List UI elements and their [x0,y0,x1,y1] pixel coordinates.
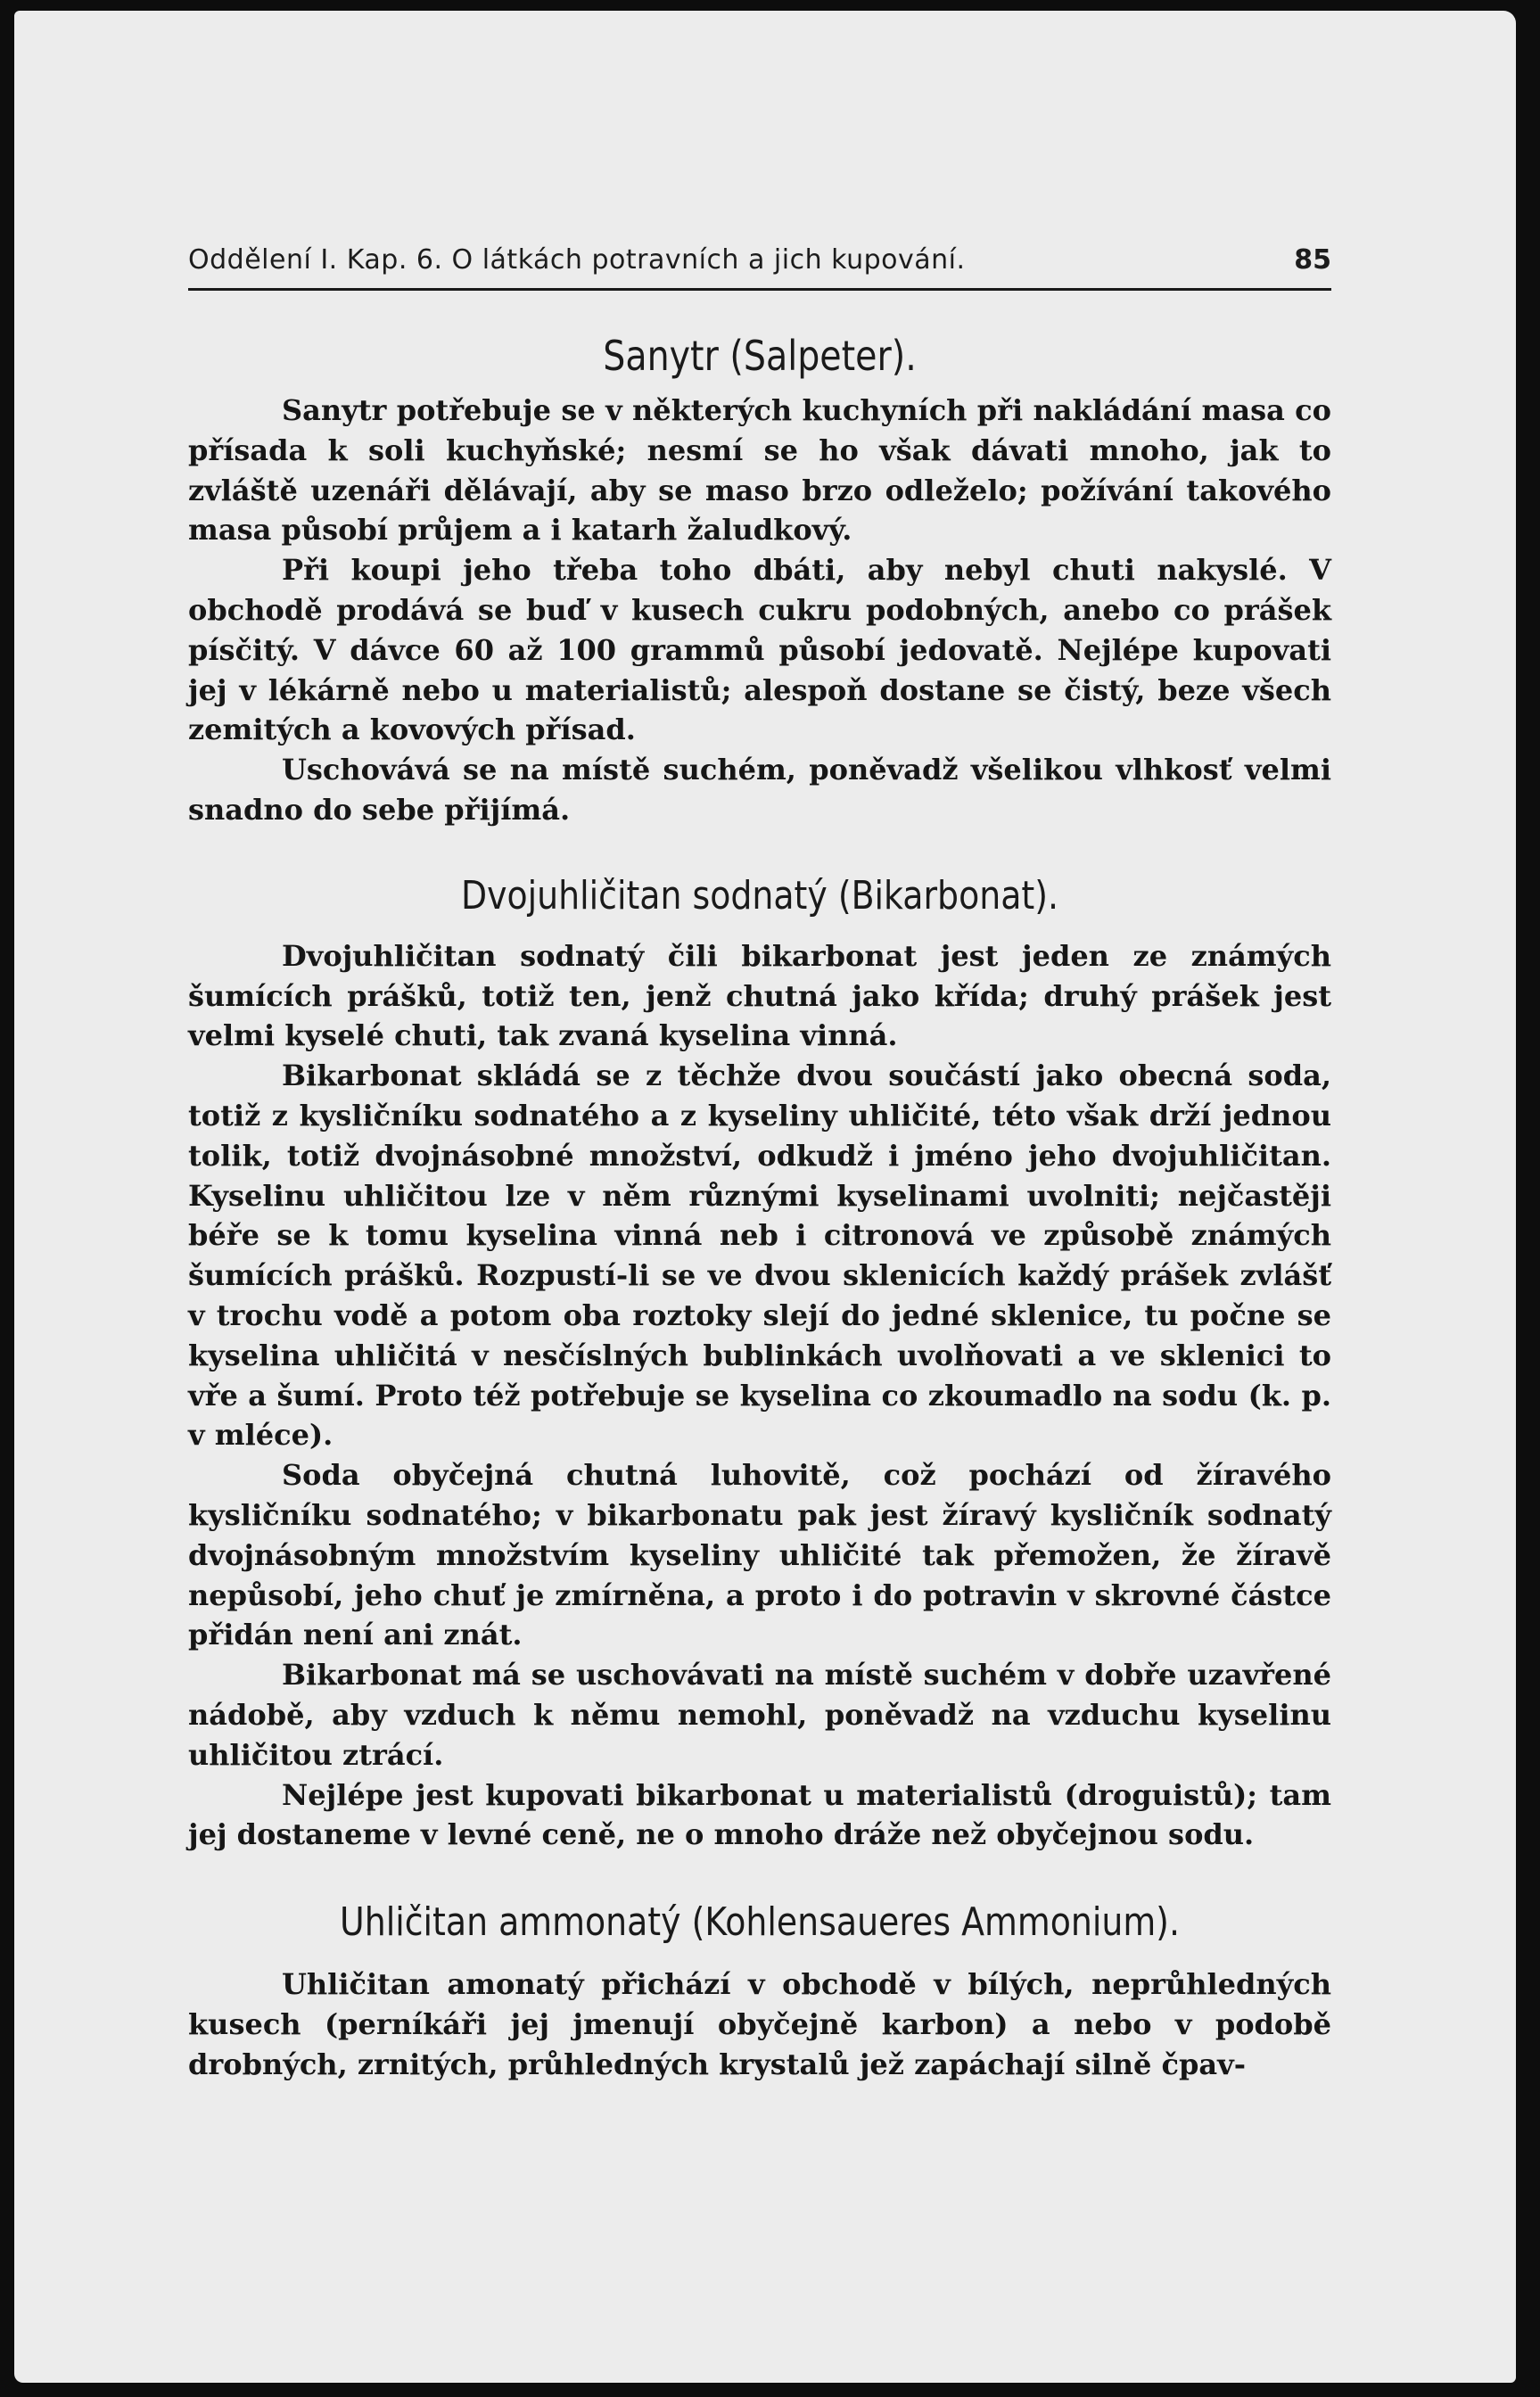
section-bikarbonat [188,873,1331,1855]
paragraph: Nejlépe jest kupovati bikarbonat u materialistů (droguistů); tam jej dostaneme v levné ceně, ne o mnoho dráže než obyčejnou sodu. [188,1777,1331,1852]
section-ammonium [188,1899,1331,2084]
paragraph: Sanytr potřebuje se v některých kuchyních při nakládání masa co přísada k soli kuchyňské; nesmí se ho však dávati mnoho, jak to zvláště uzenáři dělávají, aby se maso brzo odleželo; požívání takového masa působí průjem a i katarh žaludkový. [188,393,1331,548]
page-body [188,332,1331,2084]
paragraph: Dvojuhličitan sodnatý čili bikarbonat jest jeden ze známých šumících prášků, totiž ten, jenž chutná jako křída; druhý prášek jest velmi kyselé chuti, tak zvaná kyselina vinná. [188,938,1331,1053]
paragraph: Bikarbonat má se uschovávati na místě suchém v dobře uzavřené nádobě, aby vzduch k němu nemohl, poněvadž na vzduchu kyselinu uhličitou ztrácí. [188,1658,1331,1772]
header-title: Oddělení I. Kap. 6. O látkách potravních a jich kupování. [188,244,966,276]
paragraph: Při koupi jeho třeba toho dbáti, aby nebyl chuti nakyslé. V obchodě prodává se buď v kusech cukru podobných, anebo co prášek písčitý. V dávce 60 až 100 grammů působí jedovatě. Nejlépe kupovati jej v lékárně nebo u materialistů; alespoň dostane se čistý, beze všech zemitých a kovových přísad. [188,553,1331,747]
paragraph: Uhličitan amonatý přichází v obchodě v bílých, neprůhledných kusech (perníkáři jej jmenují obyčejně karbon) a nebo v podobě drobných, zrnitých, průhledných krystalů jež zapáchají silně čpav- [188,1967,1331,2081]
running-header [188,244,1331,291]
section-heading: Dvojuhličitan sodnatý (Bikarbonat). [460,872,1059,918]
section-heading: Uhličitan ammonatý (Kohlensaueres Ammonium). [340,1899,1180,1946]
page-number: 85 [1294,244,1331,276]
section-heading: Sanytr (Salpeter). [603,332,917,380]
paragraph: Uschovává se na místě suchém, poněvadž všelikou vlhkosť velmi snadno do sebe přijímá. [188,753,1331,827]
paragraph: Soda obyčejná chutná luhovitě, což pochází od žíravého kysličníku sodnatého; v bikarbonatu pak jest žíravý kysličník sodnatý dvojnásobným množstvím kyseliny uhličité tak přemožen, že žíravě nepůsobí, jeho chuť je zmírněna, a proto i do potravin v skrovné částce přidán není ani znát. [188,1458,1331,1652]
book-page [14,11,1516,2383]
section-sanytr [188,332,1331,830]
paragraph: Bikarbonat skládá se z těchže dvou součástí jako obecná soda, totiž z kysličníku sodnatého a z kyseliny uhličité, této však drží jednou tolik, totiž dvojnásobné množství, odkudž i jméno jeho dvojuhličitan. Kyselinu uhličitou lze v něm různými kyselinami uvolniti; nejčastěji béře se k tomu kyselina vinná neb i citronová ve způsobě známých šumících prášků. Rozpustí-li se ve dvou sklenicích každý prášek zvlášť v trochu vodě a potom oba roztoky slejí do jedné sklenice, tu počne se kyselina uhličitá v nesčíslných bublinkách uvolňovati a ve sklenici to vře a šumí. Proto též potřebuje se kyselina co zkoumadlo na sodu (k. p. v mléce). [188,1058,1331,1453]
